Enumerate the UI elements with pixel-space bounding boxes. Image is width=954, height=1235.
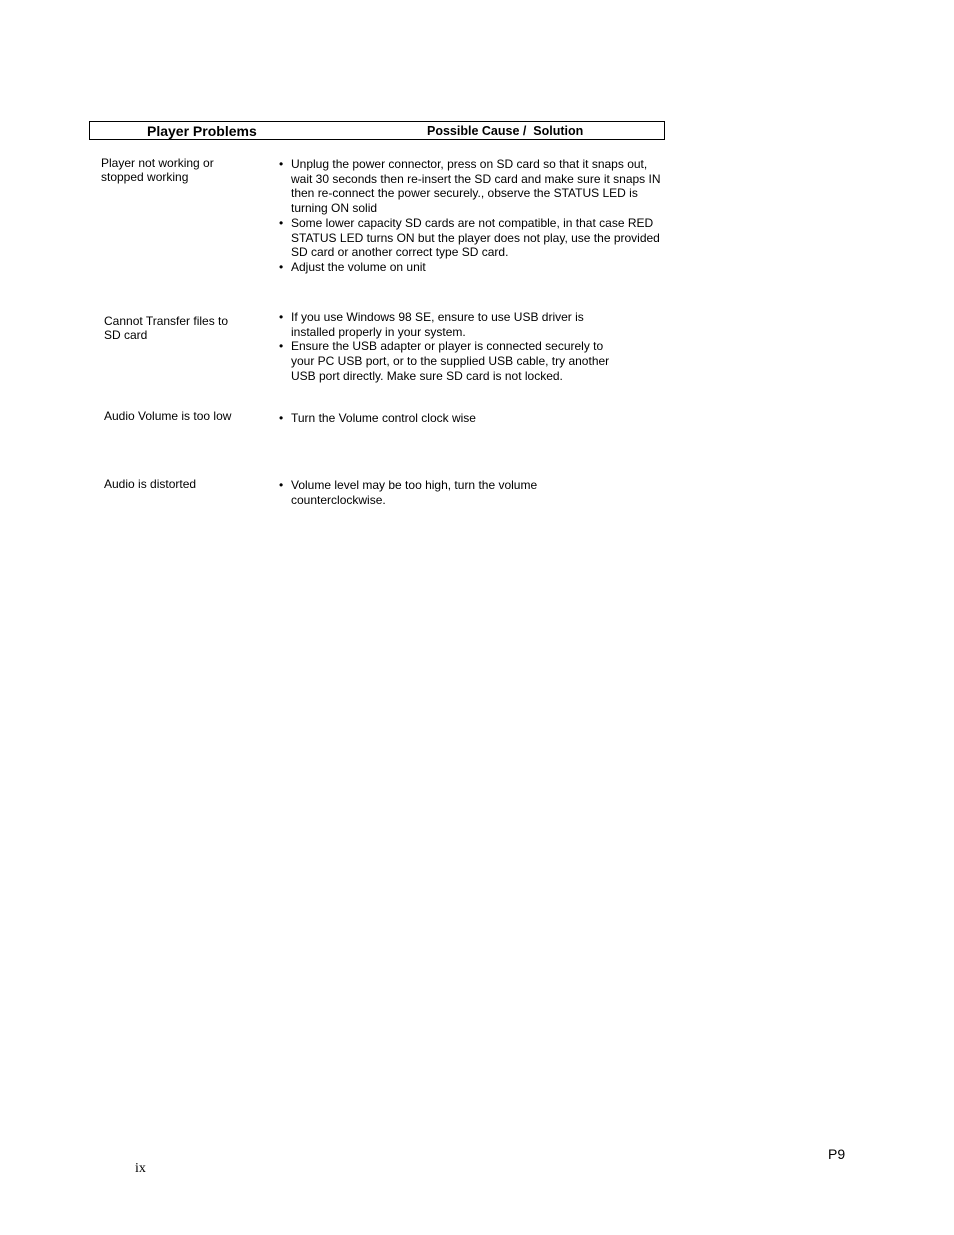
problem-label: Audio is distorted — [104, 477, 197, 491]
bullet-icon: • — [279, 411, 284, 425]
solution-list — [279, 310, 699, 384]
list-item — [279, 310, 699, 339]
solution-text: Ensure the USB adapter or player is connected securely to your PC USB port, or to the supplied USB cable, try another USB port directly. Make sure SD card is not locked. — [291, 339, 610, 383]
list-item — [279, 260, 699, 275]
page-number: P9 — [828, 1146, 846, 1162]
problem-label: Player not working or stopped working — [101, 156, 214, 184]
bullet-icon: • — [279, 215, 284, 230]
solution-text: Adjust the volume on unit — [291, 259, 426, 274]
solution-list — [279, 157, 699, 275]
solution-text: Unplug the power connector, press on SD card so that it snaps out, wait 30 seconds then re-insert the SD card and make sure it snaps IN then re-connect the power securely., observe the STATUS LED is turning ON solid — [291, 157, 661, 216]
solution-list — [279, 478, 699, 507]
solution-text: Some lower capacity SD cards are not compatible, in that case RED STATUS LED turns ON but the player does not play, use the provided SD card or another correct type SD card. — [291, 215, 660, 260]
column-header-problems: Player Problems — [147, 123, 257, 139]
bullet-icon: • — [279, 478, 284, 492]
problem-label: Audio Volume is too low — [104, 409, 232, 423]
bullet-icon: • — [279, 259, 284, 274]
solution-text: Volume level may be too high, turn the volume counterclockwise. — [291, 478, 538, 507]
list-item — [279, 339, 699, 383]
list-item — [279, 411, 699, 426]
list-item — [279, 157, 699, 216]
solution-text: Turn the Volume control clock wise — [291, 411, 476, 425]
solution-text: If you use Windows 98 SE, ensure to use USB driver is installed properly in your system. — [291, 310, 584, 339]
column-header-solution: Possible Cause / Solution — [427, 124, 584, 138]
bullet-icon: • — [279, 339, 284, 354]
list-item — [279, 478, 699, 507]
list-item — [279, 216, 699, 260]
bullet-icon: • — [279, 310, 284, 324]
roman-page-number: ix — [135, 1161, 146, 1176]
table-header — [89, 121, 665, 140]
problem-label: Cannot Transfer files to SD card — [104, 314, 229, 342]
bullet-icon: • — [279, 157, 284, 171]
solution-list — [279, 411, 699, 426]
